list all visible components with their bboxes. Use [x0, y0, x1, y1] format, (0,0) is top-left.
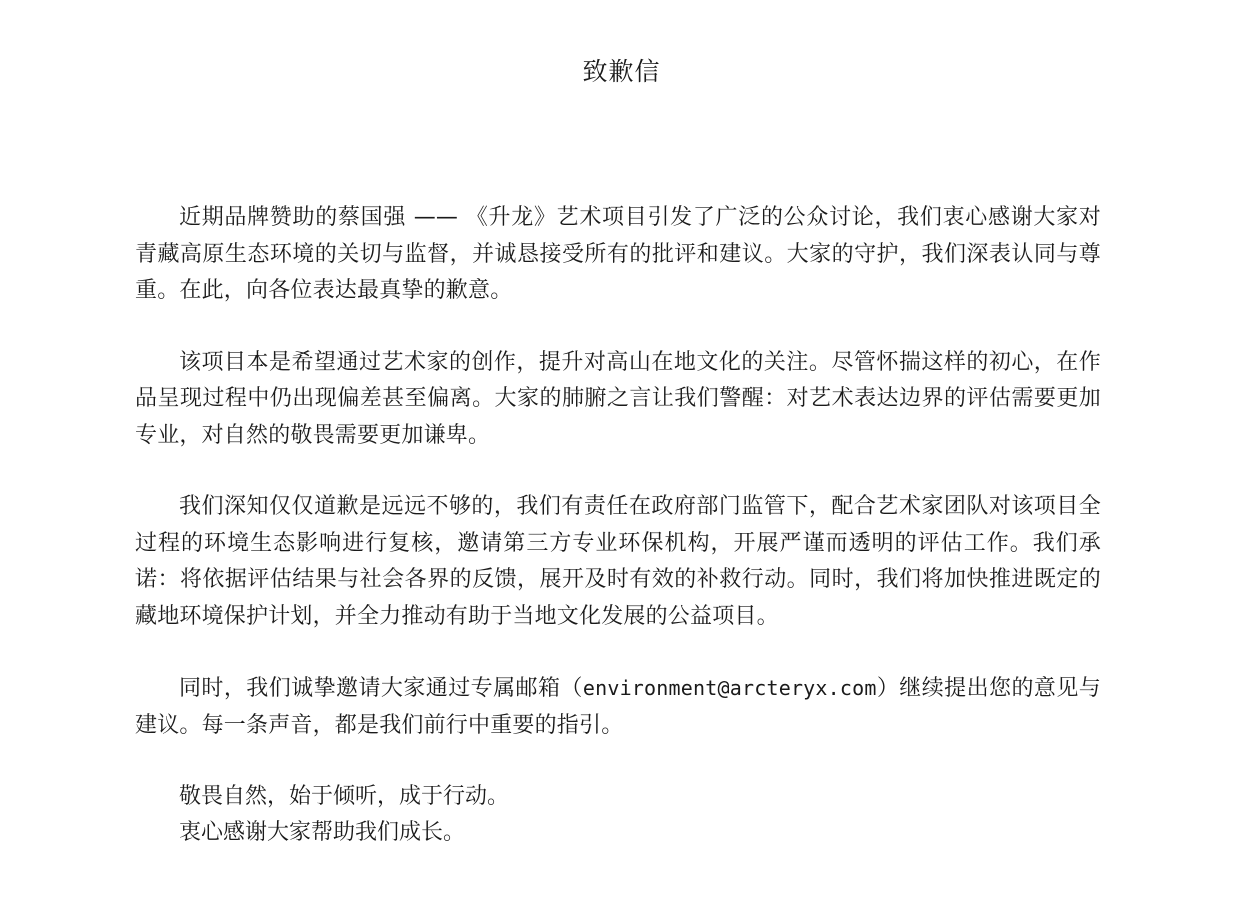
letter-title: 致歉信	[582, 57, 661, 86]
closing-line-2: 衷心感谢大家帮助我们成长。	[179, 820, 466, 845]
contact-email: environment@arcteryx.com	[582, 676, 877, 700]
letter-body	[135, 200, 1101, 851]
paragraph-project-intent: 该项目本是希望通过艺术家的创作，提升对高山在地文化的关注。尽管怀揣这样的初心，在作品呈现过程中仍出现偏差甚至偏离。大家的肺腑之言让我们警醒：对艺术表达边界的评估需要更加专业，对自然的敬畏需要更加谦卑。	[135, 349, 1101, 448]
paragraph-apology: 近期品牌赞助的蔡国强 —— 《升龙》艺术项目引发了广泛的公众讨论，我们衷心感谢大家对青藏高原生态环境的关切与监督，并诚恳接受所有的批评和建议。大家的守护，我们深表认同与尊重。在此，向各位表达最真挚的歉意。	[135, 205, 1101, 303]
contact-text-after: ）继续提出您的意见与建议。每一条声音，都是我们前行中重要的指引。	[135, 676, 1101, 738]
paragraph-commitment: 我们深知仅仅道歉是远远不够的，我们有责任在政府部门监管下，配合艺术家团队对该项目全过程的环境生态影响进行复核，邀请第三方专业环保机构，开展严谨而透明的评估工作。我们承诺：将依据评估结果与社会各界的反馈，展开及时有效的补救行动。同时，我们将加快推进既定的藏地环境保护计划，并全力推动有助于当地文化发展的公益项目。	[135, 494, 1101, 629]
paragraph-contact	[135, 670, 1101, 744]
closing-line-1: 敬畏自然，始于倾听，成于行动。	[179, 784, 510, 809]
contact-text-before: 同时，我们诚挚邀请大家通过专属邮箱（	[179, 676, 583, 701]
